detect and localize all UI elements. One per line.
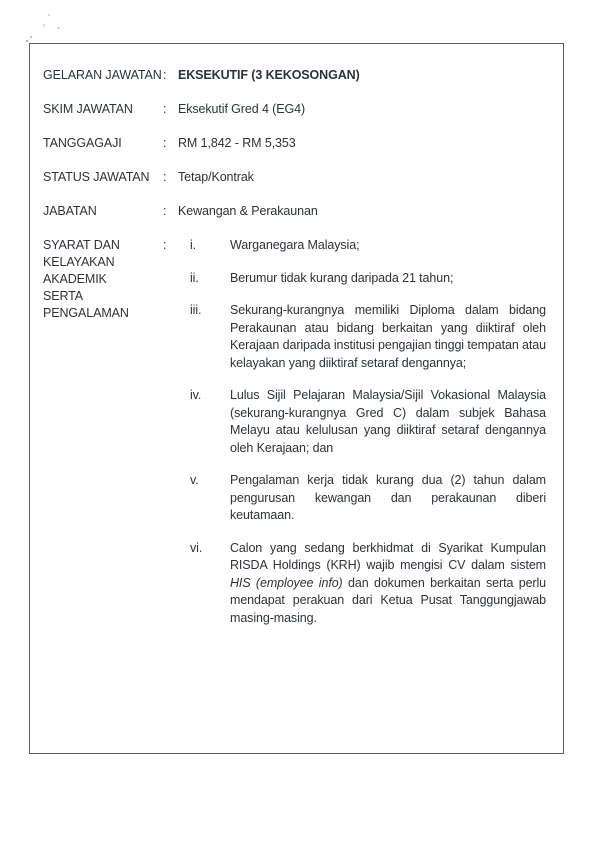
item-numeral: iii. [190,303,202,317]
item-numeral: iv. [190,388,202,402]
field-colon-separator: : [163,136,167,150]
requirements-label-line: SERTA [43,289,84,303]
field-label: JABATAN [43,204,97,218]
item-text: Pengalaman kerja tidak kurang dua (2) tahun dalam pengurusan kewangan dan perakaunan diberi keutamaan. [230,473,546,522]
scan-artifact [57,27,60,29]
field-row-status-jawatan [43,169,546,186]
scan-artifact [26,40,28,42]
requirement-item-ii [178,270,546,288]
requirements-list [178,237,546,642]
field-row-gelaran-jawatan [43,67,546,84]
field-row-tanggagaji [43,135,546,152]
requirements-label-line: PENGALAMAN [43,306,129,320]
item-numeral: v. [190,473,199,487]
field-colon-separator: : [163,170,167,184]
item-numeral: i. [190,238,197,252]
item-text-segment: dan dokumen berkaitan serta perlu mendapat perakuan dari Ketua Pusat Tanggungjawab masing-masing. [230,575,547,625]
scan-artifact [30,36,32,38]
requirements-section [43,237,546,642]
field-label: TANGGAGAJI [43,136,122,150]
field-value: Kewangan & Perakaunan [178,204,318,218]
requirement-item-i [178,237,546,255]
field-label: SKIM JAWATAN [43,102,133,116]
requirements-label-line: KELAYAKAN [43,255,115,269]
field-colon-separator: : [163,102,167,116]
field-value: Tetap/Kontrak [178,170,254,184]
field-colon-separator: : [163,68,167,82]
item-text: Berumur tidak kurang daripada 21 tahun; [230,270,454,285]
scan-artifact [48,14,50,16]
item-text: Lulus Sijil Pelajaran Malaysia/Sijil Vokasional Malaysia (sekurang-kurangnya Gred C) dalam subjek Bahasa Melayu atau kelulusan yang diiktiraf setaraf dengannya oleh Kerajaan; dan [230,388,546,455]
field-colon-separator: : [163,204,167,218]
scan-artifact [43,24,45,27]
requirements-label [43,237,163,642]
requirement-item-iv [178,387,546,457]
item-text: Warganegara Malaysia; [230,238,360,252]
field-value: RM 1,842 - RM 5,353 [178,136,296,150]
field-colon-separator: : [163,238,167,252]
item-text-italic-segment: HIS (employee info) [230,575,343,590]
field-value: EKSEKUTIF (3 KEKOSONGAN) [178,68,360,82]
item-text: Sekurang-kurangnya memiliki Diploma dalam bidang Perakaunan atau bidang berkaitan yang diiktiraf oleh Kerajaan daripada institusi pengajian tinggi tempatan atau kelayakan yang diiktiraf setaraf dengannya; [230,303,546,370]
field-row-skim-jawatan [43,101,546,118]
item-text [230,540,546,628]
requirement-item-vi [178,540,546,628]
item-numeral: ii. [190,270,199,285]
field-label: STATUS JAWATAN [43,170,150,184]
item-numeral: vi. [190,540,203,555]
field-row-jabatan [43,203,546,220]
job-details-frame [29,43,564,754]
requirement-item-v [178,472,546,525]
requirement-item-iii [178,302,546,372]
requirements-label-line: AKADEMIK [43,272,107,286]
item-text-segment: Calon yang sedang berkhidmat di Syarikat Kumpulan RISDA Holdings (KRH) wajib mengisi CV dalam sistem [230,540,546,572]
requirements-label-line: SYARAT DAN [43,238,120,252]
field-value: Eksekutif Gred 4 (EG4) [178,102,306,116]
field-label: GELARAN JAWATAN [43,68,162,82]
